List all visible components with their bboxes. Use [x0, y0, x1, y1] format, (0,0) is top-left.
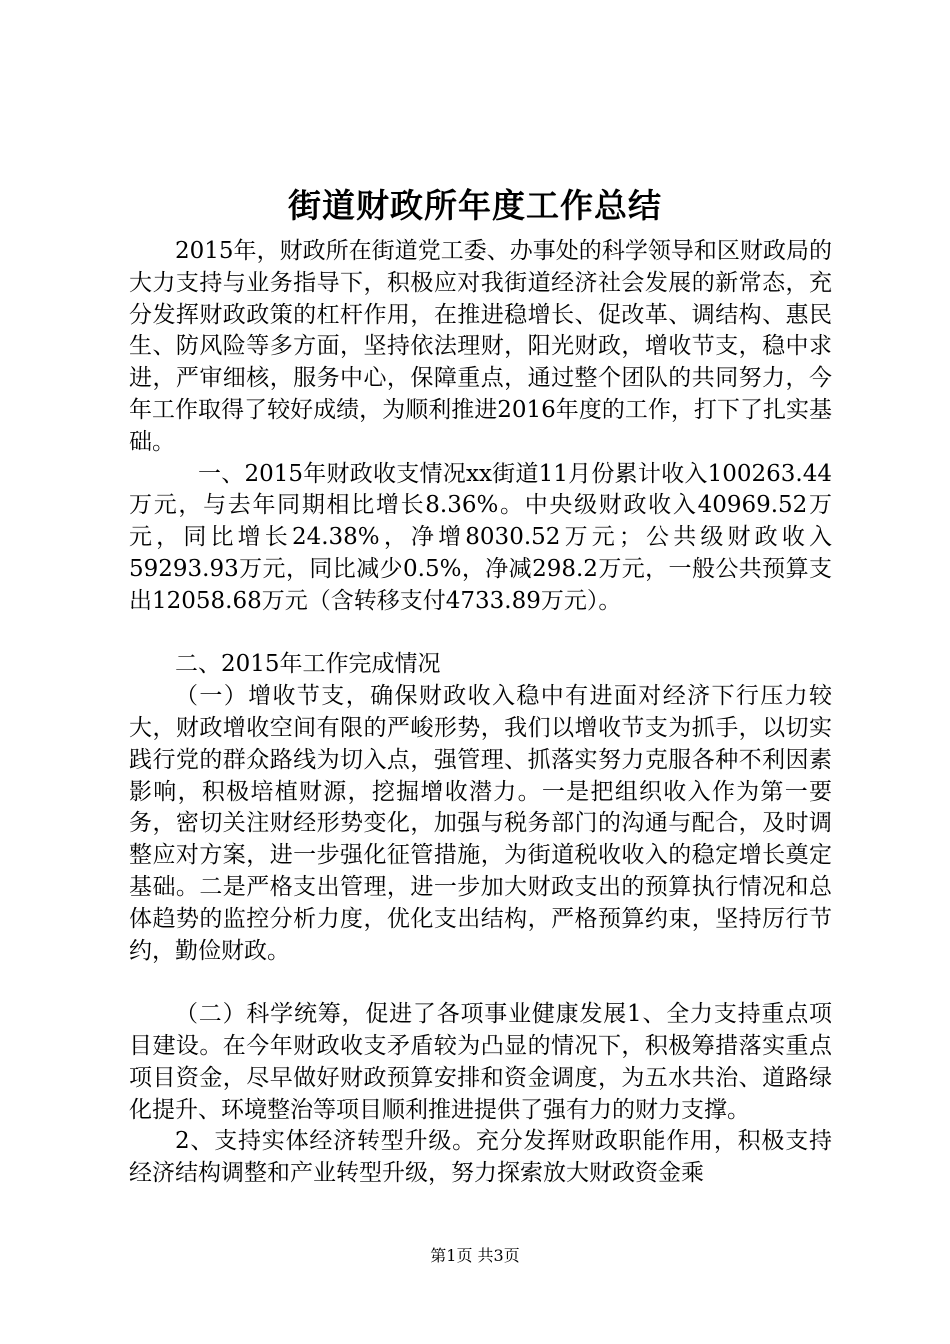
paragraph-gap: [129, 618, 832, 650]
paragraph-section-1: 一、2015年财政收支情况xx街道11月份累计收入100263.44万元，与去年同期相比增长8.36%。中央级财政收入40969.52万元，同比增长24.38%，净增8030.52万元；公共级财政收入59293.93万元，同比减少0.5%，净减298.2万元，一般公共预算支出12058.68万元（含转移支付4733.89万元）。: [129, 460, 832, 614]
paragraph-item-2: 2、支持实体经济转型升级。充分发挥财政职能作用，积极支持经济结构调整和产业转型升级，努力探索放大财政资金乘: [129, 1128, 832, 1187]
paragraph-section-2-heading: 二、2015年工作完成情况: [175, 651, 441, 678]
paragraph-intro: 2015年，财政所在街道党工委、办事处的科学领导和区财政局的大力支持与业务指导下，积极应对我街道经济社会发展的新常态，充分发挥财政政策的杠杆作用，在推进稳增长、促改革、调结构、惠民生、防风险等多方面，坚持依法理财，阳光财政，增收节支，稳中求进，严审细核，服务中心，保障重点，通过整个团队的共同努力，今年工作取得了较好成绩，为顺利推进2016年度的工作，打下了扎实基础。: [129, 238, 832, 455]
paragraph-subsection-1: （一）增收节支，确保财政收入稳中有进面对经济下行压力较大，财政增收空间有限的严峻形势，我们以增收节支为抓手，以切实践行党的群众路线为切入点，强管理、抓落实努力克服各种不利因素影响，积极培植财源，挖掘增收潜力。一是把组织收入作为第一要务，密切关注财经形势变化，加强与税务部门的沟通与配合，及时调整应对方案，进一步强化征管措施，为街道税收收入的稳定增长奠定基础。二是严格支出管理，进一步加大财政支出的预算执行情况和总体趋势的监控分析力度，优化支出结构，严格预算约束，坚持厉行节约，勤俭财政。: [129, 683, 832, 964]
document-body: [129, 236, 832, 1190]
paragraph-subsection-2: （二）科学统筹，促进了各项事业健康发展1、全力支持重点项目建设。在今年财政收支矛盾较为凸显的情况下，积极筹措落实重点项目资金，尽早做好财政预算安排和资金调度，为五水共治、道路绿化提升、环境整治等项目顺利推进提供了强有力的财力支撑。: [129, 1001, 832, 1123]
paragraph-gap: [129, 967, 832, 999]
document-title: 街道财政所年度工作总结: [288, 186, 662, 225]
page-number-footer: 第1页 共3页: [430, 1246, 520, 1265]
